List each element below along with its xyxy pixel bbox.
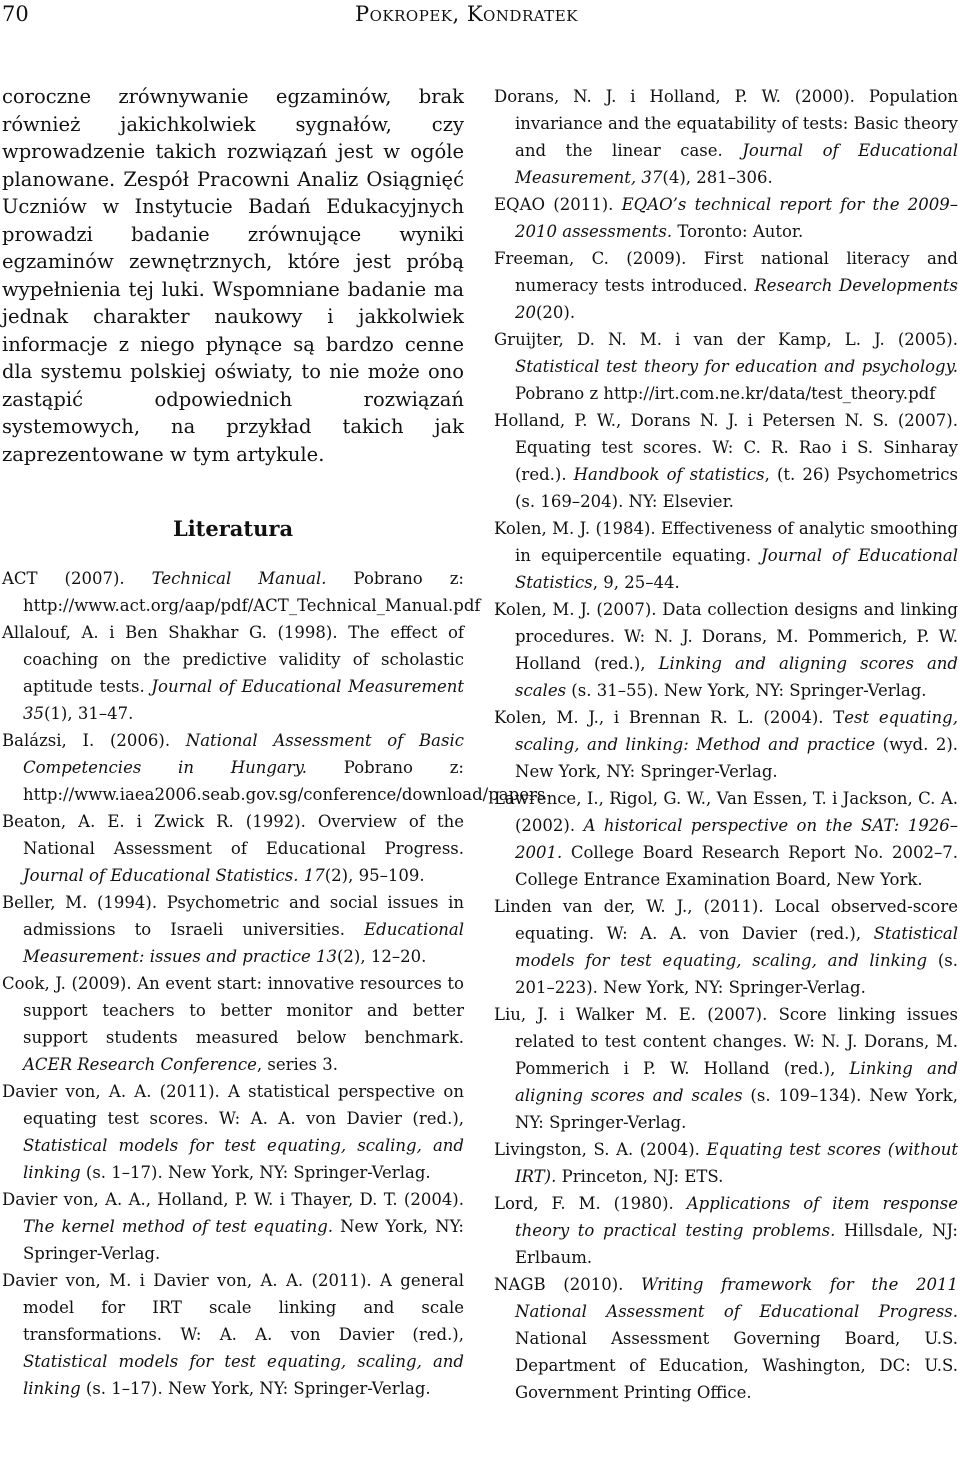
reference-entry [2,970,464,1078]
reference-entry [494,191,958,245]
reference-text-part: Beaton, A. E. i Zwick R. (1992). Overview of the National Assessment of Educational Progress. [2,812,464,858]
reference-text-part: New York, NY: Springer-Verlag. [23,1217,464,1263]
section-heading: Literatura [172,516,294,541]
reference-italic-part: Research Developments 20 [515,276,958,322]
reference-text-part: Toronto: Autor. [672,222,804,241]
reference-text-part: , (t. 26) Psychometrics (s. 169–204). NY: Elsevier. [515,465,958,511]
reference-italic-part: Linking and aligning scores and scales [515,654,958,700]
reference-text-part: Kolen, M. J., i Brennan R. L. (2004). T [494,708,845,727]
reference-text-part: Lord, F. M. (1980). [494,1194,687,1213]
reference-entry [494,893,958,1001]
reference-text-part: (4), 281–306. [662,168,773,187]
reference-italic-part: EQAO’s technical report for the 2009–2010 assessments. [515,195,958,241]
left-column [2,83,546,1402]
reference-entry [2,1078,464,1186]
reference-italic-part: Statistical models for test equating, scaling, and linking [23,1352,464,1398]
reference-text-part: Pobrano z: http://www.act.org/aap/pdf/ACT_Technical_Manual.pdf [23,569,481,615]
reference-text-part: (20). [536,303,576,322]
reference-text-part: Davier von, M. i Davier von, A. A. (2011). A general model for IRT scale linking and scale transformations. W: A. A. von Davier (red.), [2,1271,464,1344]
page-header [0,0,960,40]
reference-text-part: , series 3. [256,1055,338,1074]
reference-text-part: Livingston, S. A. (2004). [494,1140,707,1159]
reference-entry [494,596,958,704]
reference-entry [2,727,546,808]
reference-text-part: (s. 109–134). New York, NY: Springer-Verlag. [515,1086,958,1132]
reference-italic-part: National Assessment of Basic Competencies in Hungary. [23,731,464,777]
reference-list-left [2,565,546,1402]
reference-italic-part: Linking and aligning scores and scales [515,1059,958,1105]
reference-entry [494,515,958,596]
reference-text-part: (s. 1–17). New York, NY: Springer-Verlag. [80,1163,431,1182]
reference-text-part: (s. 201–223). New York, NY: Springer-Verlag. [515,951,958,997]
page-number: 70 [2,2,29,26]
reference-text-part: Princeton, NJ: ETS. [556,1167,724,1186]
reference-text-part: Liu, J. i Walker M. E. (2007). Score linking issues related to test content changes. W: N. J. Dorans, M. Pommerich i P. W. Holland (red.), [494,1005,958,1078]
reference-text-part: (2), 95–109. [324,866,425,885]
reference-text-part: Davier von, A. A., Holland, P. W. i Thayer, D. T. (2004). [2,1190,464,1209]
reference-entry [494,1001,958,1136]
reference-entry [2,1186,464,1267]
reference-italic-part: Applications of item response theory to practical testing problems. [515,1194,958,1240]
running-head: Pokropek, Kondratek [355,2,578,26]
reference-text-part: Kolen, M. J. (2007). Data collection designs and linking procedures. W: N. J. Dorans, M. Pommerich, P. W. Holland (red.), [494,600,958,673]
reference-list-right [494,83,958,1406]
reference-italic-part: Journal of Educational Measurement, 37 [515,141,958,187]
reference-entry [494,1136,958,1190]
reference-text-part: Dorans, N. J. i Holland, P. W. (2000). Population invariance and the equatability of tests: Basic theory and the linear case. [494,87,958,160]
reference-text-part: Holland, P. W., Dorans N. J. i Petersen N. S. (2007). Equating test scores. W: C. R. Rao i S. Sinharay (red.). [494,411,958,484]
reference-entry [2,808,464,889]
reference-text-part: Pobrano z: http://www.iaea2006.seab.gov.sg/conference/download/papers [23,758,546,804]
reference-italic-part: The kernel method of test equating. [23,1217,334,1236]
reference-entry [494,1190,958,1271]
reference-text-part: National Assessment Governing Board, U.S. Department of Education, Washington, DC: U.S. Government Printing Office. [515,1329,958,1402]
reference-text-part: Davier von, A. A. (2011). A statistical perspective on equating test scores. W: A. A. von Davier (red.), [2,1082,464,1128]
reference-italic-part: Statistical models for test equating, scaling, and linking [23,1136,464,1182]
reference-text-part: Cook, J. (2009). An event start: innovative resources to support teachers to better monitor and better support students measured below benchmark. [2,974,464,1047]
body-paragraph: coroczne zrównywanie egzaminów, brak również jakichkolwiek sygnałów, czy wprowadzenie takich rozwiązań jest w ogóle planowane. Zespół Pracowni Analiz Osiągnięć Uczniów w Instytucie Badań Edukacyjnych prowadzi badanie zrównujące wyniki egzaminów zewnętrznych, które jest próbą wypełnienia tej luki. Wspomniane badanie ma jednak charakter naukowy i jakkolwiek informacje z niego płynące są bardzo cenne dla systemu polskiej oświaty, to nie może ono zastąpić odpowiednich rozwiązań systemowych, na przykład takich jak zaprezentowane w tym artykule. [2,85,464,466]
reference-text-part: (1), 31–47. [44,704,134,723]
reference-text-part: NAGB (2010). [494,1275,641,1294]
reference-text-part: (2), 12–20. [336,947,427,966]
reference-italic-part: est equating, scaling, and linking: Method and practice [515,708,958,754]
reference-entry [494,326,958,407]
reference-italic-part: Handbook of statistics [573,465,765,484]
reference-italic-part: Equating test scores (without IRT). [515,1140,958,1186]
reference-text-part: Lawrence, I., Rigol, G. W., Van Essen, T. i Jackson, C. A. (2002). [494,789,958,835]
reference-text-part: Gruijter, D. N. M. i van der Kamp, L. J. (2005). [494,330,958,349]
reference-entry [494,785,958,893]
reference-text-part: Hillsdale, NJ: Erlbaum. [515,1221,958,1267]
reference-text-part: , 9, 25–44. [592,573,680,592]
reference-italic-part: Journal of Educational Statistics. 17 [23,866,325,885]
reference-italic-part: Writing framework for the 2011 National Assessment of Educational Progress. [515,1275,958,1321]
reference-italic-part: Statistical test theory for education and psychology. [515,357,958,376]
reference-text-part: EQAO (2011). [494,195,622,214]
reference-italic-part: Journal of Educational Measurement 35 [23,677,464,723]
reference-text-part: Allalouf, A. i Ben Shakhar G. (1998). The effect of coaching on the predictive validity of scholastic aptitude tests. [2,623,464,696]
reference-entry [2,1267,464,1402]
reference-italic-part: ACER Research Conference [23,1055,257,1074]
reference-entry [494,245,958,326]
right-column [494,83,958,1406]
reference-text-part: Linden van der, W. J., (2011). Local observed-score equating. W: A. A. von Davier (red.), [494,897,958,943]
reference-entry [494,1271,958,1406]
reference-italic-part: Technical Manual. [151,569,327,588]
reference-italic-part: Journal of Educational Statistics [515,546,958,592]
reference-entry [2,619,464,727]
reference-text-part: Balázsi, I. (2006). [2,731,186,750]
reference-text-part: Beller, M. (1994). Psychometric and social issues in admissions to Israeli universities. [2,893,464,939]
reference-entry [494,83,958,191]
reference-entry [494,407,958,515]
reference-text-part: Pobrano z http://irt.com.ne.kr/data/test_theory.pdf [515,384,936,403]
reference-entry [494,704,958,785]
reference-italic-part: Statistical models for test equating, scaling, and linking [515,924,958,970]
reference-text-part: College Board Research Report No. 2002–7. College Entrance Examination Board, New York. [515,843,958,889]
reference-italic-part: Educational Measurement: issues and practice 13 [23,920,464,966]
reference-text-part: (s. 1–17). New York, NY: Springer-Verlag. [80,1379,431,1398]
reference-italic-part: A historical perspective on the SAT: 1926–2001. [515,816,958,862]
reference-entry [2,565,481,619]
reference-text-part: ACT (2007). [2,569,152,588]
reference-text-part: Kolen, M. J. (1984). Effectiveness of analytic smoothing in equipercentile equating. [494,519,958,565]
reference-entry [2,889,464,970]
reference-text-part: (wyd. 2). New York, NY: Springer-Verlag. [515,735,959,781]
reference-text-part: (s. 31–55). New York, NY: Springer-Verlag. [566,681,927,700]
reference-text-part: Freeman, C. (2009). First national literacy and numeracy tests introduced. [494,249,958,295]
